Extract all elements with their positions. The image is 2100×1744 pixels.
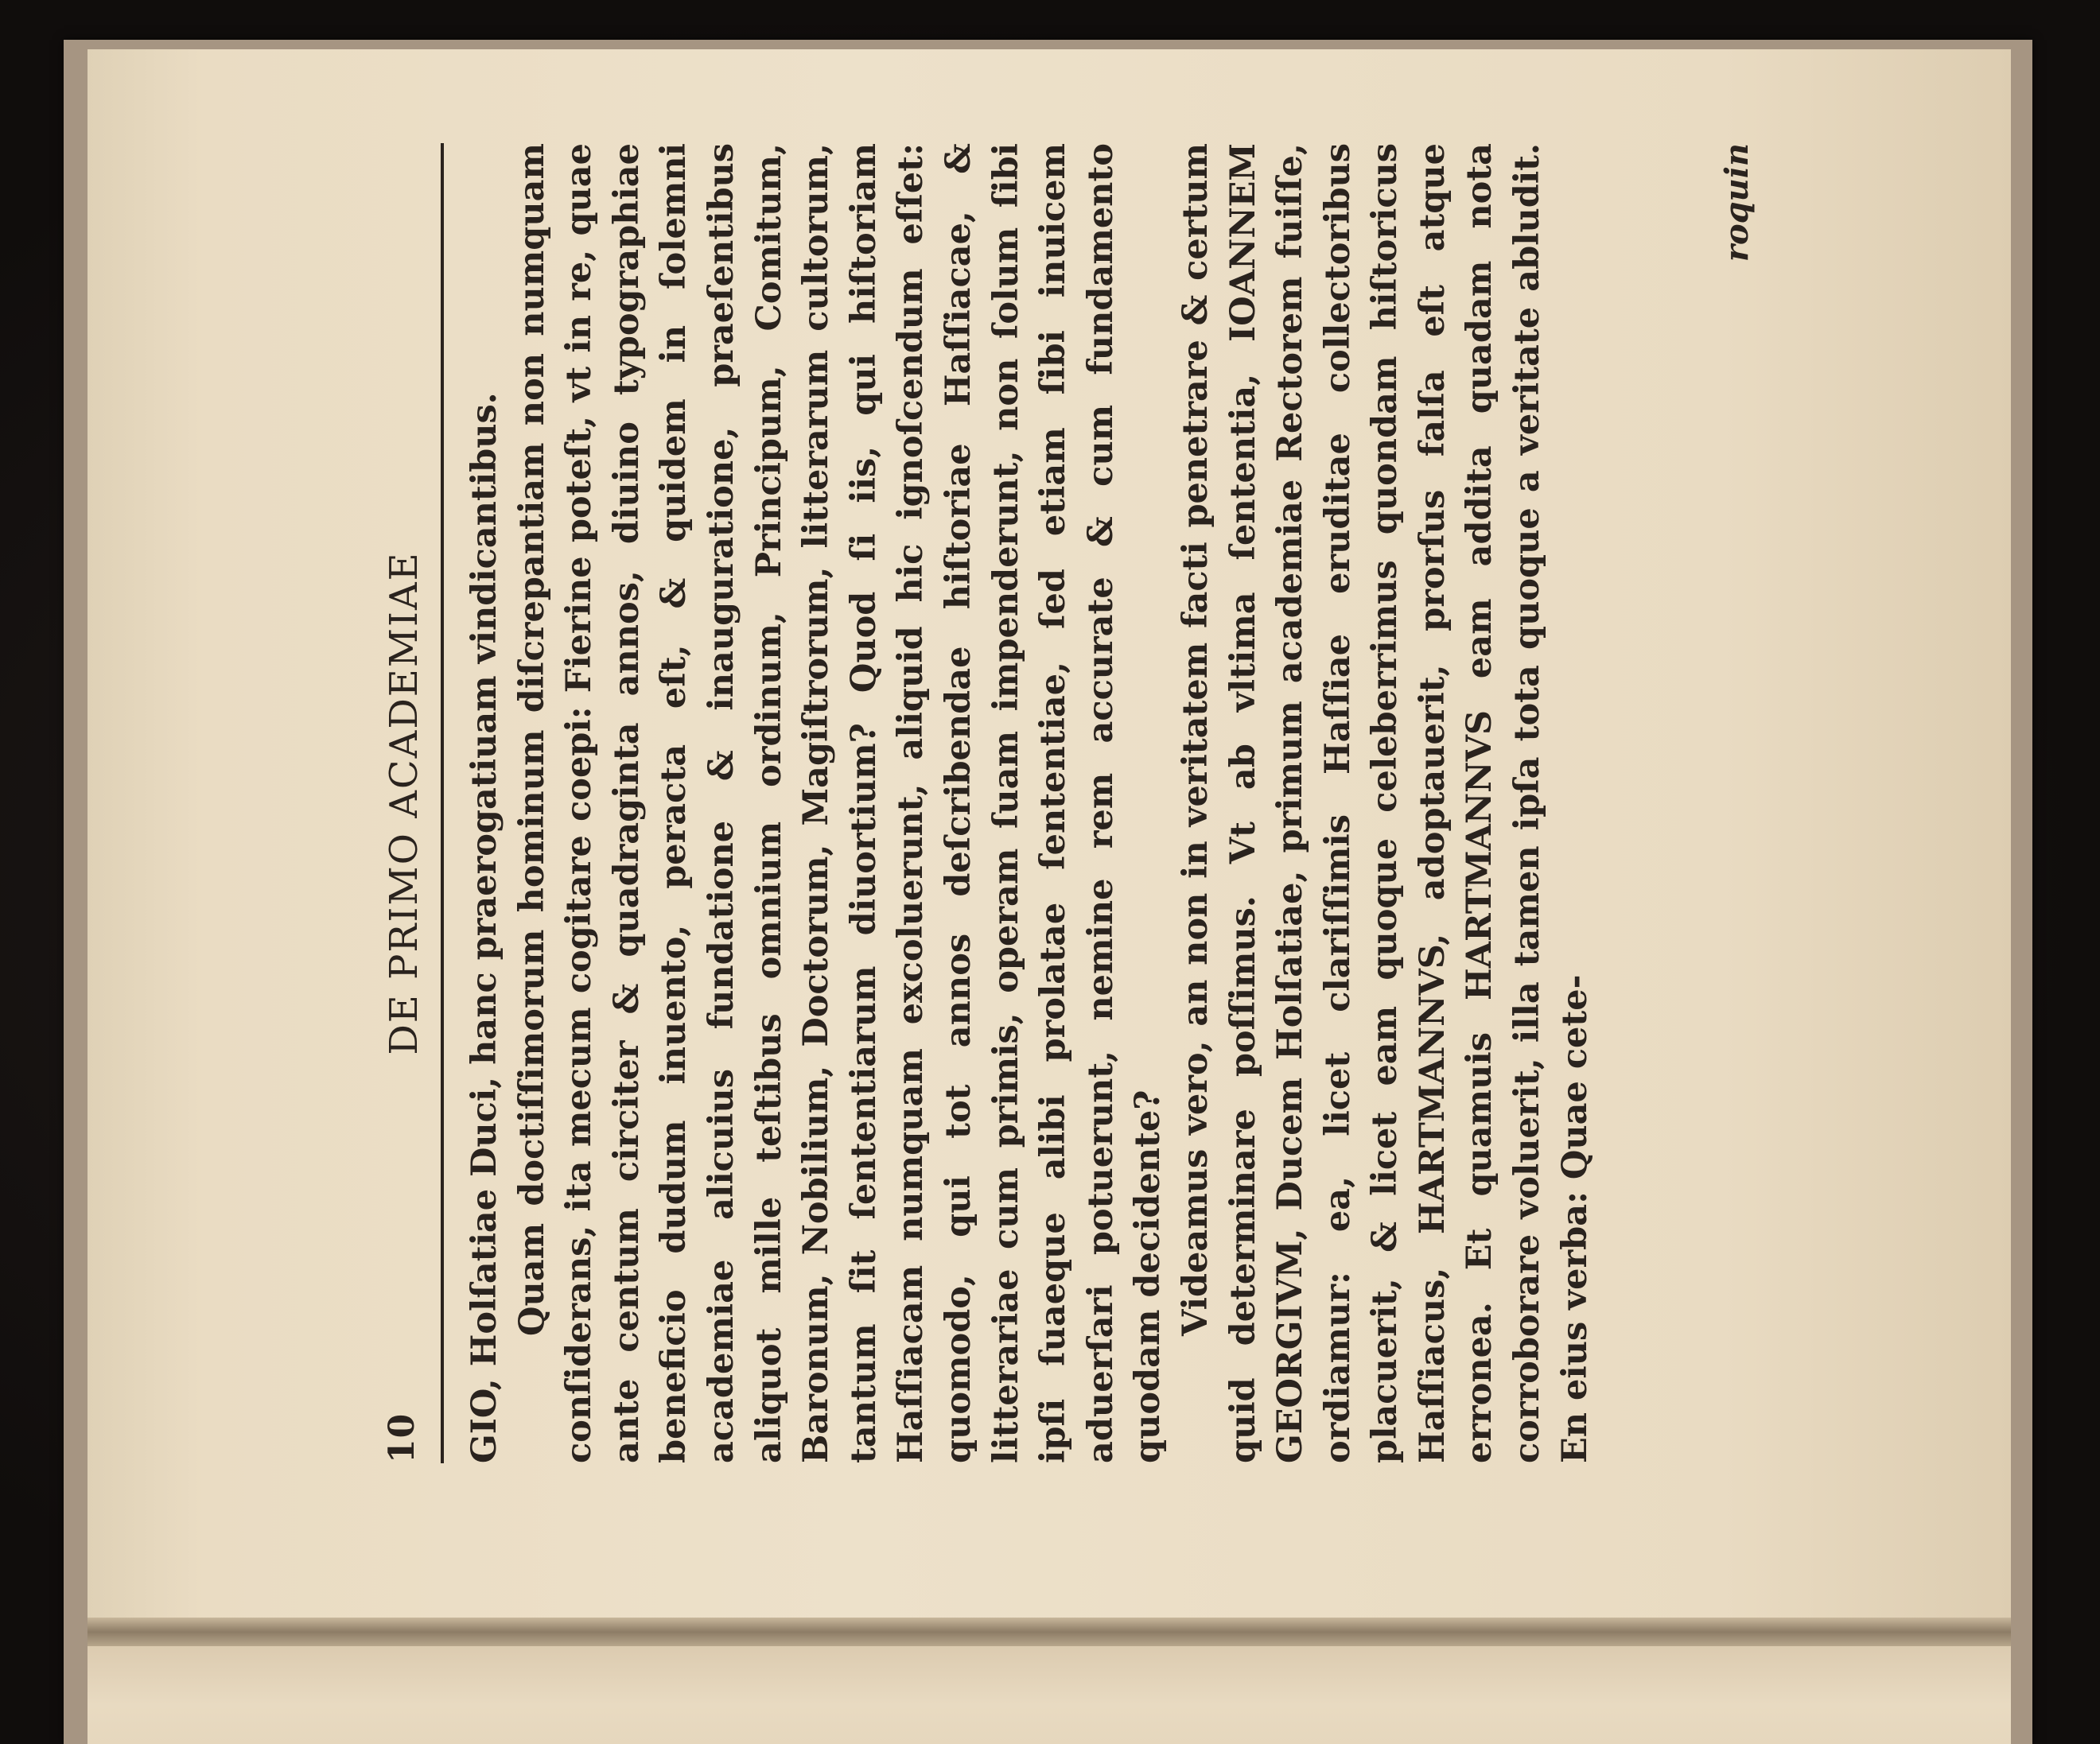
header-rule xyxy=(441,143,444,1463)
paragraph: Quam doctiſſimorum hominum diſcrepantiam non numquam conſiderans, ita mecum cogitare coepi: Fierine poteſt, vt in re, quae ante centum circiter & quadraginta annos, diuino typographiae beneficio dudum inuento, peracta eſt, & quidem in ſolemni academiae alicuius fundatione & inauguratione, praeſentibus aliquot mille teſtibus omnium ordinum, Principum, Comitum, Baronum, Nobilium, Doctorum, Magiſtrorum, litterarum cultorum, tantum ſit ſententiarum diuortium? Quod ſi iis, qui hiſtoriam Haſſiacam numquam excoluerunt, aliquid hic ignoſcendum eſſet: quomodo, qui tot annos deſcribendae hiſtoriae Haſſiacae, & litterariae cum primis, operam ſuam impenderunt, non ſolum ſibi ipſi ſuaeque alibi prolatae ſententiae, ſed etiam ſibi inuicem aduerſari potuerunt, nemine rem accurate & cum fundamento quodam decidente? xyxy=(511,143,1169,1463)
rotated-text-block xyxy=(382,143,1861,1463)
page-number: 10 xyxy=(382,1412,422,1463)
catchword: roquin xyxy=(1718,143,1756,262)
page-header xyxy=(382,143,430,1463)
right-page-edge xyxy=(88,1646,2011,1744)
book-gutter xyxy=(88,1618,2011,1646)
paragraph: Videamus vero, an non in veritatem facti penetrare & certum quid determinare poſſimus. Vt ab vltima ſententia, IOANNEM GEORGIVM, Ducem Holſatiae, primum academiae Rectorem fuiſſe, ordiamur: ea, licet clariſſimis Haſſiae eruditae collectoribus placuerit, & licet eam quoque celeberrimus quondam hiſtoricus Haſſiacus, HARTMANNVS, adoptauerit, prorſus falſa eſt atque erronea. Et quamuis HARTMANNVS eam addita quadam nota corroborare voluerit, illa tamen ipſa tota quoque a veritate abludit. En eius verba: Quae cete- xyxy=(1175,143,1595,1463)
paragraph-continuation: GIO, Holſatiae Duci, hanc praerogatiuam vindicantibus. xyxy=(465,392,504,1463)
running-title: DE PRIMO ACADEMIAE xyxy=(382,551,426,1055)
body-text xyxy=(461,143,1599,1463)
